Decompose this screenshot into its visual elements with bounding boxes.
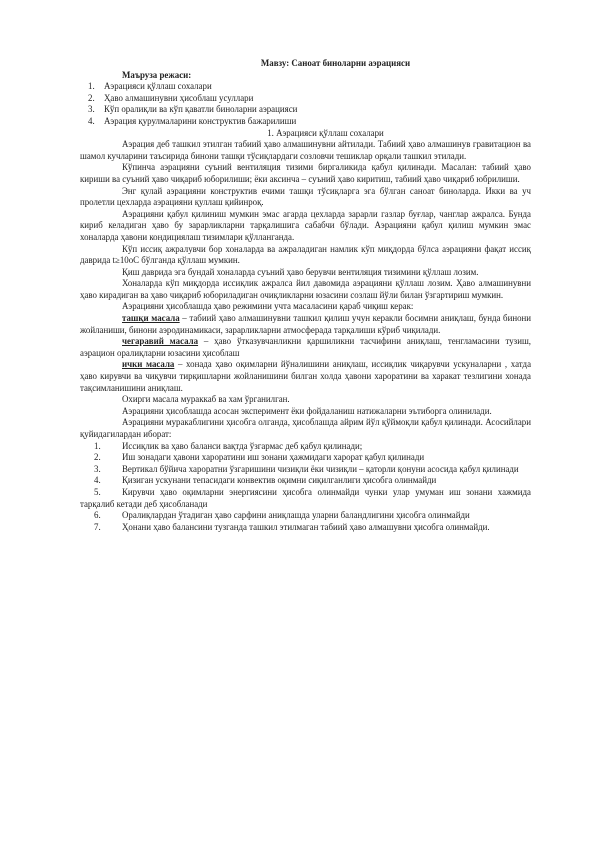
assumption-number: 1. [94, 440, 101, 451]
assumption-item [80, 522, 531, 534]
plan-item [88, 116, 531, 128]
paragraph: Кўпинча аэрацияни суъний вентиляция тизими биргаликида қабул қилинади. Масалан: табиий ҳаво кириши ва суъний ҳаво чиқариб юборилиши; ёки аксинча – суъний ҳаво киритиш, табиий ҳаво чиқариб юбрилиши. [80, 162, 531, 184]
lecture-plan-heading: Маъруза режаси: [122, 69, 192, 80]
task-text: – хонада ҳаво оқимларни йўналишини аниқлаш, иссиқлик чиқарувчи ускуналарни , хатда ҳаво кирувчи ва чиқувчи тирқишларни жойланишини билган холда ҳавони хароратини ва харакат тезлигини хонада тақсимланишини аниқлаш. [80, 359, 532, 393]
assumption-text: Оралиқлардан ўтадиган ҳаво сарфини аниқлашда уларни баландлигини ҳисобга олинмайди [122, 510, 470, 521]
assumption-item [80, 441, 531, 453]
plan-item-text: Ҳаво алмашинувни ҳисоблаш усуллари [104, 92, 254, 103]
plan-item [88, 104, 531, 116]
plan-item-number: 4. [88, 115, 95, 126]
document-page [80, 58, 531, 533]
assumption-text: Иш зонадаги ҳавони хароратини иш зонани ҳажмидаги харорат қабул қилинади [122, 452, 425, 463]
paragraph: Хоналарда кўп миқдорда иссиқлик ажралса йил давомида аэрацияни қўллаш лозим. Ҳаво алмашинувни ҳаво кирадиган ва ҳаво чиқариб юбориладиган очиқликларни юзасини созлаш йўли билан ўзгартириш мумкин. [80, 278, 531, 300]
assumption-text: Қизиган ускунани тепасидаги конвектив оқимни сиқилганлиги ҳисобга олинмайди [122, 475, 437, 486]
assumption-number: 5. [94, 486, 101, 497]
paragraph: Аэрация деб ташкил этилган табиий ҳаво алмашинувни айтилади. Табиий ҳаво алмашинув гравитацион ва шамол кучларини таъсирида бинони ташқи тўсиқлардаги созловчи тешиклар орқали ташкил этилади. [80, 139, 531, 161]
assumption-item [80, 475, 531, 487]
assumption-number: 4. [94, 475, 101, 486]
plan-item [88, 93, 531, 105]
document-title: Мавзу: Саноат биноларни аэрацияси [260, 58, 411, 68]
task-term: чегаравий масала [122, 336, 199, 347]
paragraph: Аэрацияни ҳисоблашда ҳаво режимини учта масаласини қараб чиқиш керак: [122, 301, 414, 312]
paragraph: Охирги масала мураккаб ва хам ўрганилган. [122, 394, 290, 405]
assumption-number: 6. [94, 510, 101, 521]
plan-item-text: Аэрация қурулмаларини конструктив бажарилиши [104, 115, 297, 126]
assumption-text: Ҳонани ҳаво балансини тузганда ташкил этилмаган табиий ҳаво алмашувни ҳисобга олинмайди. [122, 521, 490, 532]
assumption-item [80, 452, 531, 464]
paragraph: Энг қулай аэрацияни конструктив ечими ташқи тўсиқларга эга бўлган саноат биноларда. Икки ва уч пролетли цехларда аэрацияни қуллаш қийинроқ. [80, 185, 531, 208]
plan-item-text: Аэрацияси қўллаш сохалари [104, 81, 212, 92]
lecture-plan-list [80, 81, 531, 127]
assumption-item [80, 510, 531, 522]
assumption-text: Иссиқлик ва ҳаво баланси вақтда ўзгармас деб қабул қилинади; [122, 440, 363, 451]
assumption-text: Кирувчи ҳаво оқимларни энергиясини ҳисобга олинмайди чунки улар умуман иш зонани хажмида тарқалиб кетади деб ҳисобланади [80, 486, 531, 509]
plan-item-number: 1. [88, 81, 95, 92]
task-paragraph [80, 336, 531, 359]
paragraph: Аэрацияни қабул қилиниш мумкин эмас агарда цехларда зарарли газлар буғлар, чанглар ажралса. Бунда кириб келадиган ҳаво бу зарарликларни тарқалишига сабабчи бўлади. Аэрацияни қабул қилиш мумкин эмас хоналарда ҳавони кондициялаш тизимлари қўлланганда. [80, 208, 531, 242]
task-text: – ҳаво ўтказувчанликни қаршиликни тасчифини аниқлаш, тенгламасини тузиш, аэрацион оралиқларни юзасини ҳисоблаш [80, 336, 531, 358]
assumption-number: 7. [94, 521, 101, 532]
plan-item-number: 2. [88, 92, 95, 103]
assumption-number: 2. [94, 452, 101, 463]
assumption-text: Вертикал бўйича хароратни ўзгаришини чизиқли ёки чизиқли – қаторли қонуни асосида қабул қилинади [122, 463, 519, 474]
plan-item-number: 3. [88, 104, 95, 115]
task-paragraph [80, 313, 531, 336]
section-heading: 1. Аэрацияси қўллаш сохалари [267, 127, 384, 138]
paragraph: Аэрацияни муракаблигини ҳисобга олганда, ҳисоблашда айрим йўл қўймоқли қабул қилинади. Асосийлари қуйидагилардан иборат: [80, 417, 531, 439]
task-text: – табиий ҳаво алмашинувни ташкил қилиш учун керакли босимни аниқлаш, бунда бинони жойланиши, бинони аэродинамикаси, зарарликларни атмосферада тарқалиши кўриб чиқилади. [80, 313, 532, 335]
assumption-item [80, 487, 531, 510]
paragraph: Аэрацияни ҳисоблашда асосан эксперимент ёки фойдаланиш натижаларни эътиборга олинилади. [122, 405, 492, 416]
paragraph: Кўп иссиқ ажралувчи бор хоналарда ва ажраладиган намлик кўп миқдорда бўлса аэрацияни фақат иссиқ даврида t≥10оС бўлганда қўллаш мумкин. [80, 243, 531, 266]
plan-item [88, 81, 531, 93]
assumption-item [80, 464, 531, 476]
assumption-number: 3. [94, 463, 101, 474]
plan-item-text: Кўп оралиқли ва кўп қаватли биноларни аэрацияси [104, 104, 298, 115]
task-term: ташқи масала [122, 313, 180, 324]
task-term: ички масала [122, 359, 175, 370]
paragraph: Қиш даврида эга бундай хоналарда суъний ҳаво берувчи вентиляция тизимини қўллаш лозим. [122, 266, 479, 277]
task-paragraph [80, 359, 531, 394]
assumptions-list [80, 441, 531, 534]
